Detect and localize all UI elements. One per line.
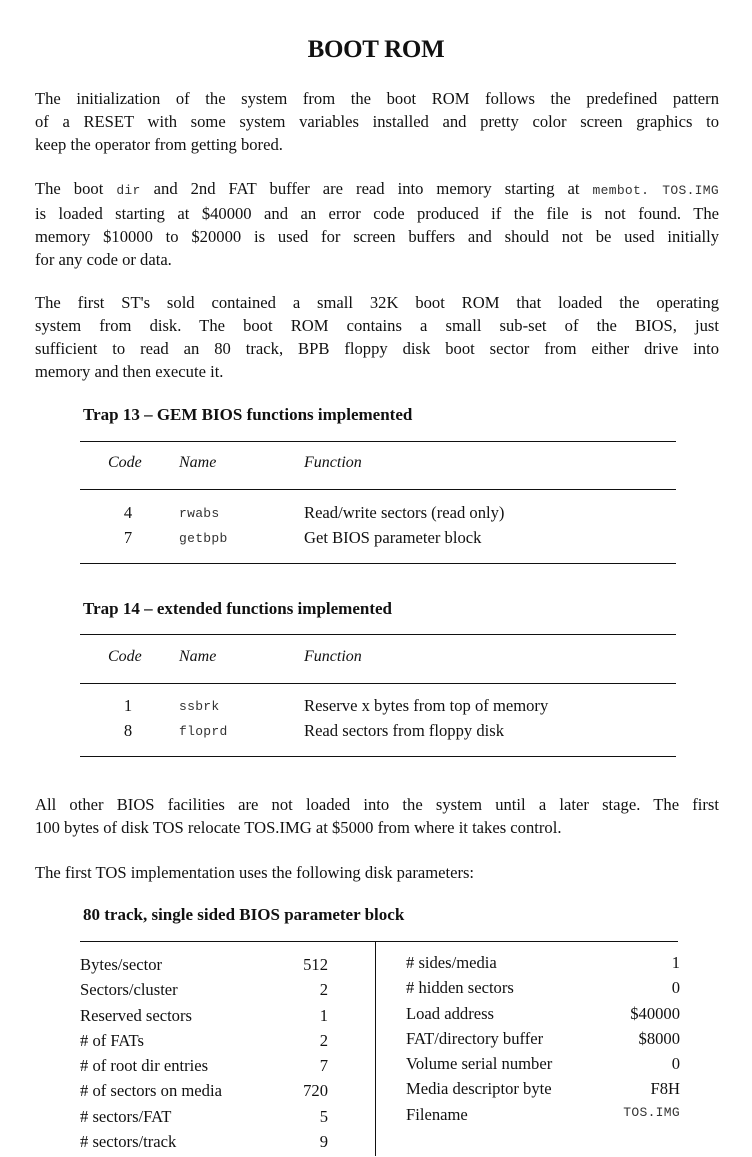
bpb-label: # of sectors on media [80, 1081, 222, 1101]
bpb-label: Media descriptor byte [406, 1079, 552, 1099]
bpb-value: 720 [303, 1081, 328, 1101]
trap13-row-function: Read/write sectors (read only) [304, 503, 505, 522]
bpb-label: Filename [406, 1104, 468, 1124]
page-title: BOOT ROM [307, 36, 445, 63]
table-rule [80, 634, 676, 635]
bpb-row [80, 1107, 328, 1132]
other-bios-paragraph [35, 793, 719, 839]
text-line: The initialization of the system from the boot ROM follows the predefined pattern [35, 89, 719, 108]
code-dir: dir [116, 183, 141, 198]
code-membot: membot. [592, 183, 650, 198]
bpb-row [80, 1056, 328, 1081]
text-line: for any code or data. [35, 250, 172, 269]
trap13-header-name: Name [179, 454, 217, 471]
bpb-value: 5 [319, 1106, 328, 1126]
bpb-row [406, 978, 680, 1003]
bpb-value: F8H [650, 1079, 680, 1099]
bpb-label: # of root dir entries [80, 1056, 209, 1076]
bpb-row [406, 1054, 680, 1079]
bpb-label: # sides/media [406, 953, 497, 972]
trap14-row-code: 1 [123, 696, 133, 715]
text-line: sufficient to read an 80 track, BPB floppy disk boot sector from either drive into [35, 339, 719, 358]
text-span: The boot [35, 179, 117, 198]
trap14-header-function: Function [304, 648, 362, 665]
bpb-row [406, 1029, 680, 1054]
bpb-row [406, 953, 680, 978]
text-line [35, 177, 719, 202]
bpb-label: # of FATs [80, 1030, 144, 1050]
text-line: of a RESET with some system variables installed and pretty color screen graphics to [35, 112, 719, 131]
trap14-row-name: ssbrk [179, 699, 220, 714]
trap14-row-code: 8 [123, 721, 133, 740]
trap13-header-function: Function [304, 454, 362, 471]
bpb-left-column [80, 955, 328, 1157]
boot-dir-paragraph [35, 177, 719, 271]
bpb-label: # hidden sectors [406, 978, 514, 998]
bpb-label: FAT/directory buffer [406, 1028, 544, 1048]
table-rule [80, 756, 676, 757]
trap13-row-code: 7 [123, 528, 133, 547]
bpb-label: Load address [406, 1003, 495, 1023]
trap14-row-function: Reserve x bytes from top of memory [304, 696, 549, 715]
bpb-value: 0 [671, 978, 680, 998]
bpb-row [80, 980, 328, 1005]
trap13-row-name: getbpb [179, 531, 228, 546]
bpb-row [80, 1006, 328, 1031]
bpb-value: 1 [671, 953, 680, 972]
trap14-caption: Trap 14 – extended functions implemented [83, 599, 392, 618]
text-line: The first ST's sold contained a small 32K boot ROM that loaded the operating [35, 293, 719, 312]
trap14-row-name: floprd [179, 724, 228, 739]
text-line: is loaded starting at $40000 and an error code produced if the file is not found. The [35, 204, 719, 223]
first-st-paragraph [35, 291, 719, 383]
text-line: system from disk. The boot ROM contains a small sub-set of the BIOS, just [35, 316, 719, 335]
bpb-value: 0 [671, 1054, 680, 1074]
trap13-caption: Trap 13 – GEM BIOS functions implemented [83, 405, 413, 424]
bpb-value: 512 [303, 955, 328, 974]
trap14-row-function: Read sectors from floppy disk [304, 721, 505, 740]
table-rule [80, 441, 676, 442]
trap13-row-code: 4 [123, 503, 133, 522]
bpb-value: 9 [319, 1132, 328, 1152]
bpb-value: TOS.IMG [623, 1104, 680, 1120]
text-line: All other BIOS facilities are not loaded into the system until a later stage. The first [35, 795, 719, 814]
table-rule [80, 489, 676, 490]
bpb-label: Sectors/cluster [80, 980, 178, 1000]
text-line: keep the operator from getting bored. [35, 135, 283, 154]
text-line: memory and then execute it. [35, 362, 224, 381]
bpb-value: 2 [319, 980, 328, 1000]
trap13-header-code: Code [108, 454, 142, 471]
bpb-label: Reserved sectors [80, 1005, 192, 1025]
bpb-label: # sectors/FAT [80, 1106, 172, 1126]
bpb-value: $40000 [630, 1003, 680, 1023]
trap14-header-code: Code [108, 648, 142, 665]
table-rule [80, 563, 676, 564]
table-rule [80, 683, 676, 684]
trap14-header-name: Name [179, 648, 217, 665]
bpb-value: 1 [319, 1005, 328, 1025]
trap13-row-name: rwabs [179, 506, 220, 521]
bpb-value: $8000 [638, 1028, 680, 1048]
code-tos-img: TOS.IMG [662, 183, 719, 198]
bpb-right-column [406, 953, 680, 1130]
bpb-label: Bytes/sector [80, 955, 163, 974]
trap13-row-function: Get BIOS parameter block [304, 528, 482, 547]
bpb-row [406, 1105, 680, 1130]
text-line: memory $10000 to $20000 is used for screen buffers and should not be used initially [35, 227, 719, 246]
text-span: and 2nd FAT buffer are read into memory starting at [140, 179, 593, 198]
bpb-value: 7 [319, 1056, 328, 1076]
text-line: The first TOS implementation uses the following disk parameters: [35, 863, 475, 882]
intro-paragraph [35, 87, 719, 156]
disk-params-paragraph [35, 861, 719, 884]
bpb-row [406, 1079, 680, 1104]
column-divider [375, 941, 376, 1156]
bpb-row [80, 1031, 328, 1056]
bpb-row [80, 1081, 328, 1106]
bpb-label: Volume serial number [406, 1054, 553, 1074]
bpb-value: 2 [319, 1030, 328, 1050]
bpb-label: # sectors/track [80, 1132, 177, 1152]
table-rule [80, 941, 678, 942]
bpb-caption: 80 track, single sided BIOS parameter block [83, 905, 405, 924]
bpb-row [406, 1004, 680, 1029]
bpb-row [80, 1132, 328, 1157]
text-line: 100 bytes of disk TOS relocate TOS.IMG at $5000 from where it takes control. [35, 818, 562, 837]
bpb-row [80, 955, 328, 980]
